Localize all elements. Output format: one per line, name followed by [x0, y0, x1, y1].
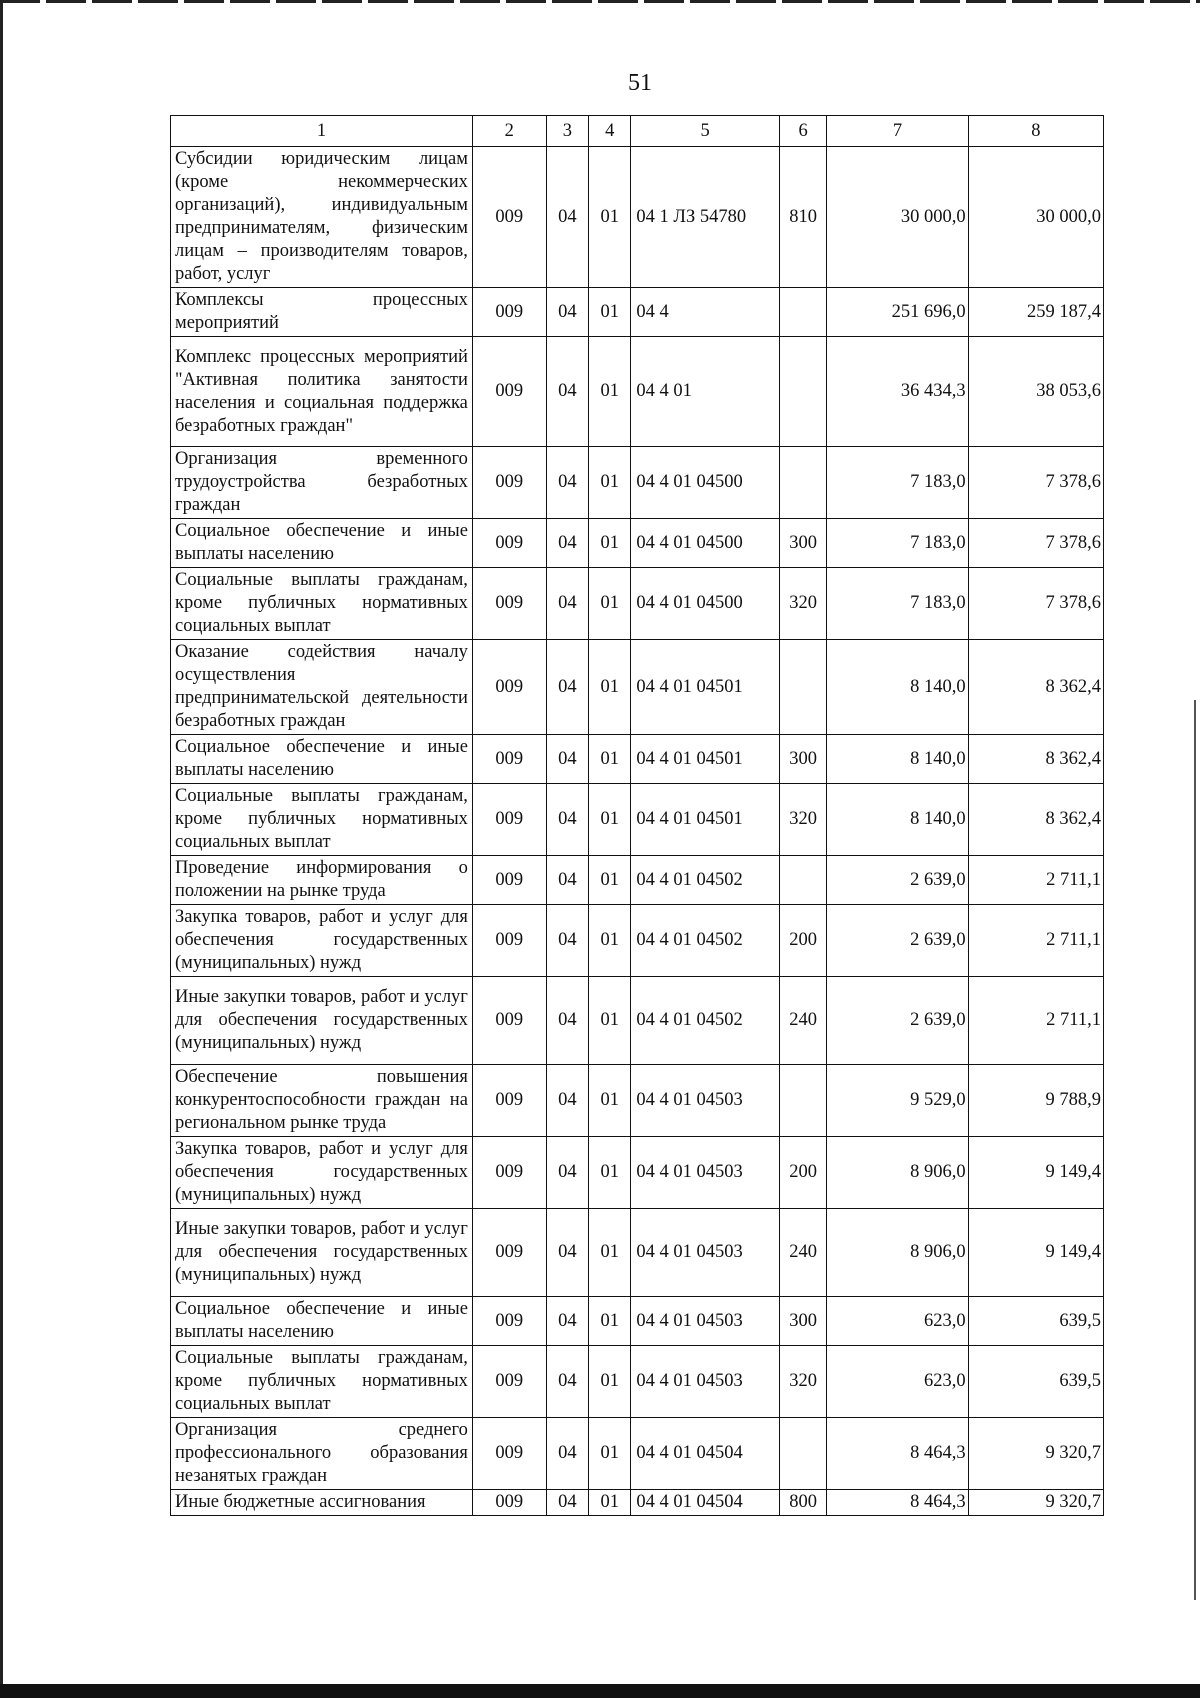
expense-type-code: 240 — [779, 1209, 826, 1297]
amount-year-1: 7 183,0 — [827, 568, 968, 640]
item-name: Социальное обеспечение и иные выплаты населению — [171, 519, 473, 568]
subsection-code: 01 — [589, 1418, 631, 1490]
amount-year-1: 2 639,0 — [827, 977, 968, 1065]
table-row — [171, 1137, 1104, 1209]
target-article-code: 04 4 01 04502 — [631, 977, 779, 1065]
target-article-code: 04 4 01 04501 — [631, 640, 779, 735]
target-article-code: 04 4 01 04503 — [631, 1065, 779, 1137]
table-row — [171, 1490, 1104, 1516]
ministry-code: 009 — [472, 1137, 546, 1209]
expense-type-code: 300 — [779, 1297, 826, 1346]
amount-year-1: 7 183,0 — [827, 519, 968, 568]
amount-year-2: 7 378,6 — [968, 519, 1103, 568]
ministry-code: 009 — [472, 856, 546, 905]
item-name: Иные закупки товаров, работ и услуг для обеспечения государственных (муниципальных) нужд — [171, 977, 473, 1065]
column-header: 6 — [779, 116, 826, 147]
item-name: Обеспечение повышения конкурентоспособности граждан на региональном рынке труда — [171, 1065, 473, 1137]
scan-edge-right — [1194, 700, 1196, 1600]
subsection-code: 01 — [589, 568, 631, 640]
amount-year-1: 623,0 — [827, 1297, 968, 1346]
page-number: 51 — [628, 70, 652, 96]
amount-year-2: 9 149,4 — [968, 1137, 1103, 1209]
section-code: 04 — [546, 1297, 588, 1346]
column-header: 3 — [546, 116, 588, 147]
target-article-code: 04 4 01 04502 — [631, 905, 779, 977]
expense-type-code — [779, 1065, 826, 1137]
section-code: 04 — [546, 288, 588, 337]
section-code: 04 — [546, 735, 588, 784]
item-name: Комплекс процессных мероприятий "Активная политика занятости населения и социальная поддержка безработных граждан" — [171, 337, 473, 447]
expense-type-code: 200 — [779, 1137, 826, 1209]
table-row — [171, 519, 1104, 568]
amount-year-1: 8 906,0 — [827, 1137, 968, 1209]
subsection-code: 01 — [589, 288, 631, 337]
amount-year-2: 8 362,4 — [968, 784, 1103, 856]
amount-year-1: 2 639,0 — [827, 856, 968, 905]
item-name: Закупка товаров, работ и услуг для обеспечения государственных (муниципальных) нужд — [171, 1137, 473, 1209]
subsection-code: 01 — [589, 1346, 631, 1418]
ministry-code: 009 — [472, 568, 546, 640]
target-article-code: 04 4 01 04501 — [631, 784, 779, 856]
table-row — [171, 447, 1104, 519]
subsection-code: 01 — [589, 856, 631, 905]
target-article-code: 04 4 01 04503 — [631, 1346, 779, 1418]
amount-year-1: 8 140,0 — [827, 784, 968, 856]
table-row — [171, 1418, 1104, 1490]
amount-year-1: 623,0 — [827, 1346, 968, 1418]
amount-year-2: 2 711,1 — [968, 977, 1103, 1065]
subsection-code: 01 — [589, 977, 631, 1065]
section-code: 04 — [546, 519, 588, 568]
section-code: 04 — [546, 1490, 588, 1516]
target-article-code: 04 4 01 04503 — [631, 1137, 779, 1209]
expense-type-code — [779, 856, 826, 905]
table-row — [171, 337, 1104, 447]
expense-type-code: 200 — [779, 905, 826, 977]
subsection-code: 01 — [589, 519, 631, 568]
subsection-code: 01 — [589, 735, 631, 784]
item-name: Оказание содействия началу осуществления предпринимательской деятельности безработных граждан — [171, 640, 473, 735]
column-header: 8 — [968, 116, 1103, 147]
item-name: Организация среднего профессионального образования незанятых граждан — [171, 1418, 473, 1490]
amount-year-1: 8 464,3 — [827, 1490, 968, 1516]
expense-type-code — [779, 288, 826, 337]
ministry-code: 009 — [472, 1209, 546, 1297]
section-code: 04 — [546, 1065, 588, 1137]
item-name: Социальные выплаты гражданам, кроме публичных нормативных социальных выплат — [171, 784, 473, 856]
section-code: 04 — [546, 447, 588, 519]
target-article-code: 04 4 01 04504 — [631, 1418, 779, 1490]
ministry-code: 009 — [472, 337, 546, 447]
table-row — [171, 288, 1104, 337]
target-article-code: 04 4 01 04500 — [631, 568, 779, 640]
table-row — [171, 147, 1104, 288]
amount-year-1: 7 183,0 — [827, 447, 968, 519]
table-row — [171, 640, 1104, 735]
section-code: 04 — [546, 568, 588, 640]
amount-year-1: 8 906,0 — [827, 1209, 968, 1297]
amount-year-1: 8 464,3 — [827, 1418, 968, 1490]
amount-year-2: 9 320,7 — [968, 1418, 1103, 1490]
amount-year-2: 7 378,6 — [968, 568, 1103, 640]
amount-year-2: 9 320,7 — [968, 1490, 1103, 1516]
column-header: 7 — [827, 116, 968, 147]
amount-year-1: 9 529,0 — [827, 1065, 968, 1137]
expense-type-code: 240 — [779, 977, 826, 1065]
item-name: Социальное обеспечение и иные выплаты населению — [171, 735, 473, 784]
column-header: 5 — [631, 116, 779, 147]
column-header: 4 — [589, 116, 631, 147]
table-row — [171, 1346, 1104, 1418]
target-article-code: 04 4 01 04500 — [631, 519, 779, 568]
table-row — [171, 977, 1104, 1065]
table-row — [171, 1065, 1104, 1137]
scan-edge-bottom — [0, 1684, 1200, 1698]
section-code: 04 — [546, 856, 588, 905]
target-article-code: 04 4 01 04502 — [631, 856, 779, 905]
subsection-code: 01 — [589, 1297, 631, 1346]
expense-type-code: 300 — [779, 519, 826, 568]
table-row — [171, 568, 1104, 640]
amount-year-2: 639,5 — [968, 1297, 1103, 1346]
section-code: 04 — [546, 1346, 588, 1418]
section-code: 04 — [546, 1137, 588, 1209]
ministry-code: 009 — [472, 288, 546, 337]
amount-year-2: 259 187,4 — [968, 288, 1103, 337]
table-row — [171, 784, 1104, 856]
ministry-code: 009 — [472, 735, 546, 784]
ministry-code: 009 — [472, 784, 546, 856]
subsection-code: 01 — [589, 784, 631, 856]
expense-type-code: 800 — [779, 1490, 826, 1516]
target-article-code: 04 4 01 04503 — [631, 1209, 779, 1297]
expense-type-code: 320 — [779, 568, 826, 640]
target-article-code: 04 4 — [631, 288, 779, 337]
ministry-code: 009 — [472, 1065, 546, 1137]
column-header: 1 — [171, 116, 473, 147]
amount-year-1: 2 639,0 — [827, 905, 968, 977]
target-article-code: 04 4 01 04504 — [631, 1490, 779, 1516]
item-name: Социальные выплаты гражданам, кроме публичных нормативных социальных выплат — [171, 568, 473, 640]
ministry-code: 009 — [472, 519, 546, 568]
item-name: Социальное обеспечение и иные выплаты населению — [171, 1297, 473, 1346]
amount-year-2: 9 788,9 — [968, 1065, 1103, 1137]
section-code: 04 — [546, 337, 588, 447]
section-code: 04 — [546, 905, 588, 977]
table-row — [171, 735, 1104, 784]
amount-year-2: 8 362,4 — [968, 640, 1103, 735]
table-row — [171, 856, 1104, 905]
budget-table — [170, 115, 1104, 1516]
amount-year-2: 2 711,1 — [968, 905, 1103, 977]
item-name: Закупка товаров, работ и услуг для обеспечения государственных (муниципальных) нужд — [171, 905, 473, 977]
table-row — [171, 1209, 1104, 1297]
expense-type-code — [779, 447, 826, 519]
amount-year-1: 30 000,0 — [827, 147, 968, 288]
section-code: 04 — [546, 784, 588, 856]
amount-year-1: 251 696,0 — [827, 288, 968, 337]
amount-year-2: 639,5 — [968, 1346, 1103, 1418]
target-article-code: 04 1 ЛЗ 54780 — [631, 147, 779, 288]
amount-year-2: 9 149,4 — [968, 1209, 1103, 1297]
target-article-code: 04 4 01 04503 — [631, 1297, 779, 1346]
item-name: Иные закупки товаров, работ и услуг для обеспечения государственных (муниципальных) нужд — [171, 1209, 473, 1297]
section-code: 04 — [546, 977, 588, 1065]
ministry-code: 009 — [472, 1490, 546, 1516]
amount-year-1: 36 434,3 — [827, 337, 968, 447]
section-code: 04 — [546, 640, 588, 735]
ministry-code: 009 — [472, 447, 546, 519]
amount-year-2: 30 000,0 — [968, 147, 1103, 288]
subsection-code: 01 — [589, 147, 631, 288]
table-row — [171, 1297, 1104, 1346]
item-name: Иные бюджетные ассигнования — [171, 1490, 473, 1516]
expense-type-code — [779, 640, 826, 735]
subsection-code: 01 — [589, 1065, 631, 1137]
ministry-code: 009 — [472, 147, 546, 288]
expense-type-code: 320 — [779, 784, 826, 856]
section-code: 04 — [546, 147, 588, 288]
section-code: 04 — [546, 1209, 588, 1297]
expense-type-code: 300 — [779, 735, 826, 784]
scan-edge-left — [0, 0, 3, 1698]
expense-type-code: 320 — [779, 1346, 826, 1418]
expense-type-code — [779, 1418, 826, 1490]
ministry-code: 009 — [472, 1418, 546, 1490]
scan-edge-top — [0, 0, 1200, 3]
section-code: 04 — [546, 1418, 588, 1490]
item-name: Субсидии юридическим лицам (кроме некоммерческих организаций), индивидуальным предпринимателям, физическим лицам – производителям товаров, работ, услуг — [171, 147, 473, 288]
subsection-code: 01 — [589, 1209, 631, 1297]
target-article-code: 04 4 01 04500 — [631, 447, 779, 519]
subsection-code: 01 — [589, 337, 631, 447]
amount-year-1: 8 140,0 — [827, 640, 968, 735]
ministry-code: 009 — [472, 977, 546, 1065]
ministry-code: 009 — [472, 1297, 546, 1346]
amount-year-2: 2 711,1 — [968, 856, 1103, 905]
item-name: Комплексы процессных мероприятий — [171, 288, 473, 337]
ministry-code: 009 — [472, 1346, 546, 1418]
expense-type-code — [779, 337, 826, 447]
item-name: Организация временного трудоустройства безработных граждан — [171, 447, 473, 519]
amount-year-1: 8 140,0 — [827, 735, 968, 784]
amount-year-2: 7 378,6 — [968, 447, 1103, 519]
table-header-row — [171, 116, 1104, 147]
ministry-code: 009 — [472, 640, 546, 735]
column-header: 2 — [472, 116, 546, 147]
target-article-code: 04 4 01 — [631, 337, 779, 447]
ministry-code: 009 — [472, 905, 546, 977]
item-name: Социальные выплаты гражданам, кроме публичных нормативных социальных выплат — [171, 1346, 473, 1418]
expense-type-code: 810 — [779, 147, 826, 288]
subsection-code: 01 — [589, 905, 631, 977]
amount-year-2: 38 053,6 — [968, 337, 1103, 447]
table-row — [171, 905, 1104, 977]
subsection-code: 01 — [589, 1137, 631, 1209]
subsection-code: 01 — [589, 447, 631, 519]
target-article-code: 04 4 01 04501 — [631, 735, 779, 784]
subsection-code: 01 — [589, 640, 631, 735]
subsection-code: 01 — [589, 1490, 631, 1516]
amount-year-2: 8 362,4 — [968, 735, 1103, 784]
item-name: Проведение информирования о положении на рынке труда — [171, 856, 473, 905]
